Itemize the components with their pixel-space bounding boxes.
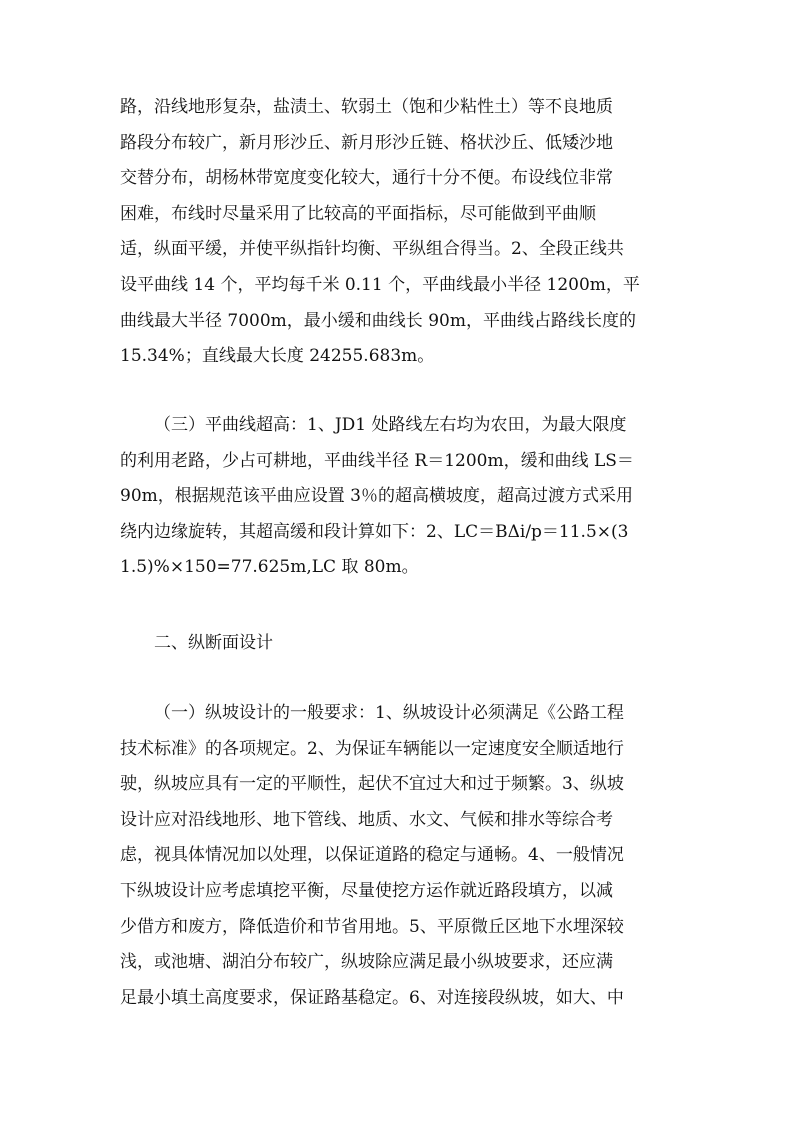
text-line: 路，沿线地形复杂，盐渍土、软弱土（饱和少粘性土）等不良地质 [120,97,613,117]
text-line: 技术标准》的各项规定。2、为保证车辆能以一定速度安全顺适地行 [120,738,624,759]
text-line: 15.34%；直线最大长度 24255.683m。 [120,346,435,367]
text-line: 浅，或池塘、湖泊分布较广，纵坡除应满足最小纵坡要求，还应满 [120,952,613,973]
text-line: （一）纵坡设计的一般要求：1、纵坡设计必须满足《公路工程 [154,703,624,723]
text-line: 绕内边缘旋转，其超高缓和段计算如下：2、LC＝BΔi/p＝11.5×(3 [120,521,629,542]
text-line: 路段分布较广，新月形沙丘、新月形沙丘链、格状沙丘、低矮沙地 [120,132,613,153]
heading-text: 二、纵断面设计 [154,633,273,653]
text-line: 1.5)%×150=77.625m,LC 取 80m。 [120,557,419,578]
text-line: 90m，根据规范该平曲应设置 3％的超高横坡度，超高过渡方式采用 [120,486,633,507]
text-line: 的利用老路，少占可耕地，平曲线半径 R＝1200m，缓和曲线 LS＝ [120,450,634,471]
paragraph-superelevation [120,408,676,586]
paragraph-plane-curve-summary [120,90,676,375]
text-line: 足最小填土高度要求，保证路基稳定。6、对连接段纵坡，如大、中 [120,987,624,1008]
paragraph-longitudinal-requirements [120,696,676,1016]
text-line: 交替分布，胡杨林带宽度变化较大，通行十分不便。布设线位非常 [120,168,613,189]
text-line: 设计应对沿线地形、地下管线、地质、水文、气候和排水等综合考 [120,809,613,830]
text-line: 下纵坡设计应考虑填挖平衡，尽量使挖方运作就近路段填方，以减 [120,880,613,901]
text-line: 驶，纵坡应具有一定的平顺性，起伏不宜过大和过于频繁。3、纵坡 [120,774,624,795]
text-line: 曲线最大半径 7000m，最小缓和曲线长 90m，平曲线占路线长度的 [120,310,636,331]
text-line: （三）平曲线超高：1、JD1 处路线左右均为农田，为最大限度 [154,415,627,435]
text-line: 设平曲线 14 个，平均每千米 0.11 个，平曲线最小半径 1200m，平 [120,274,640,295]
text-line: 虑，视具体情况加以处理，以保证道路的稳定与通畅。4、一般情况 [120,845,624,866]
section-heading [120,626,676,662]
text-line: 少借方和废方，降低造价和节省用地。5、平原微丘区地下水埋深较 [120,916,624,937]
text-line: 困难，布线时尽量采用了比较高的平面指标，尽可能做到平曲顺 [120,203,596,224]
text-line: 适，纵面平缓，并使平纵指针均衡、平纵组合得当。2、全段正线共 [120,239,624,260]
